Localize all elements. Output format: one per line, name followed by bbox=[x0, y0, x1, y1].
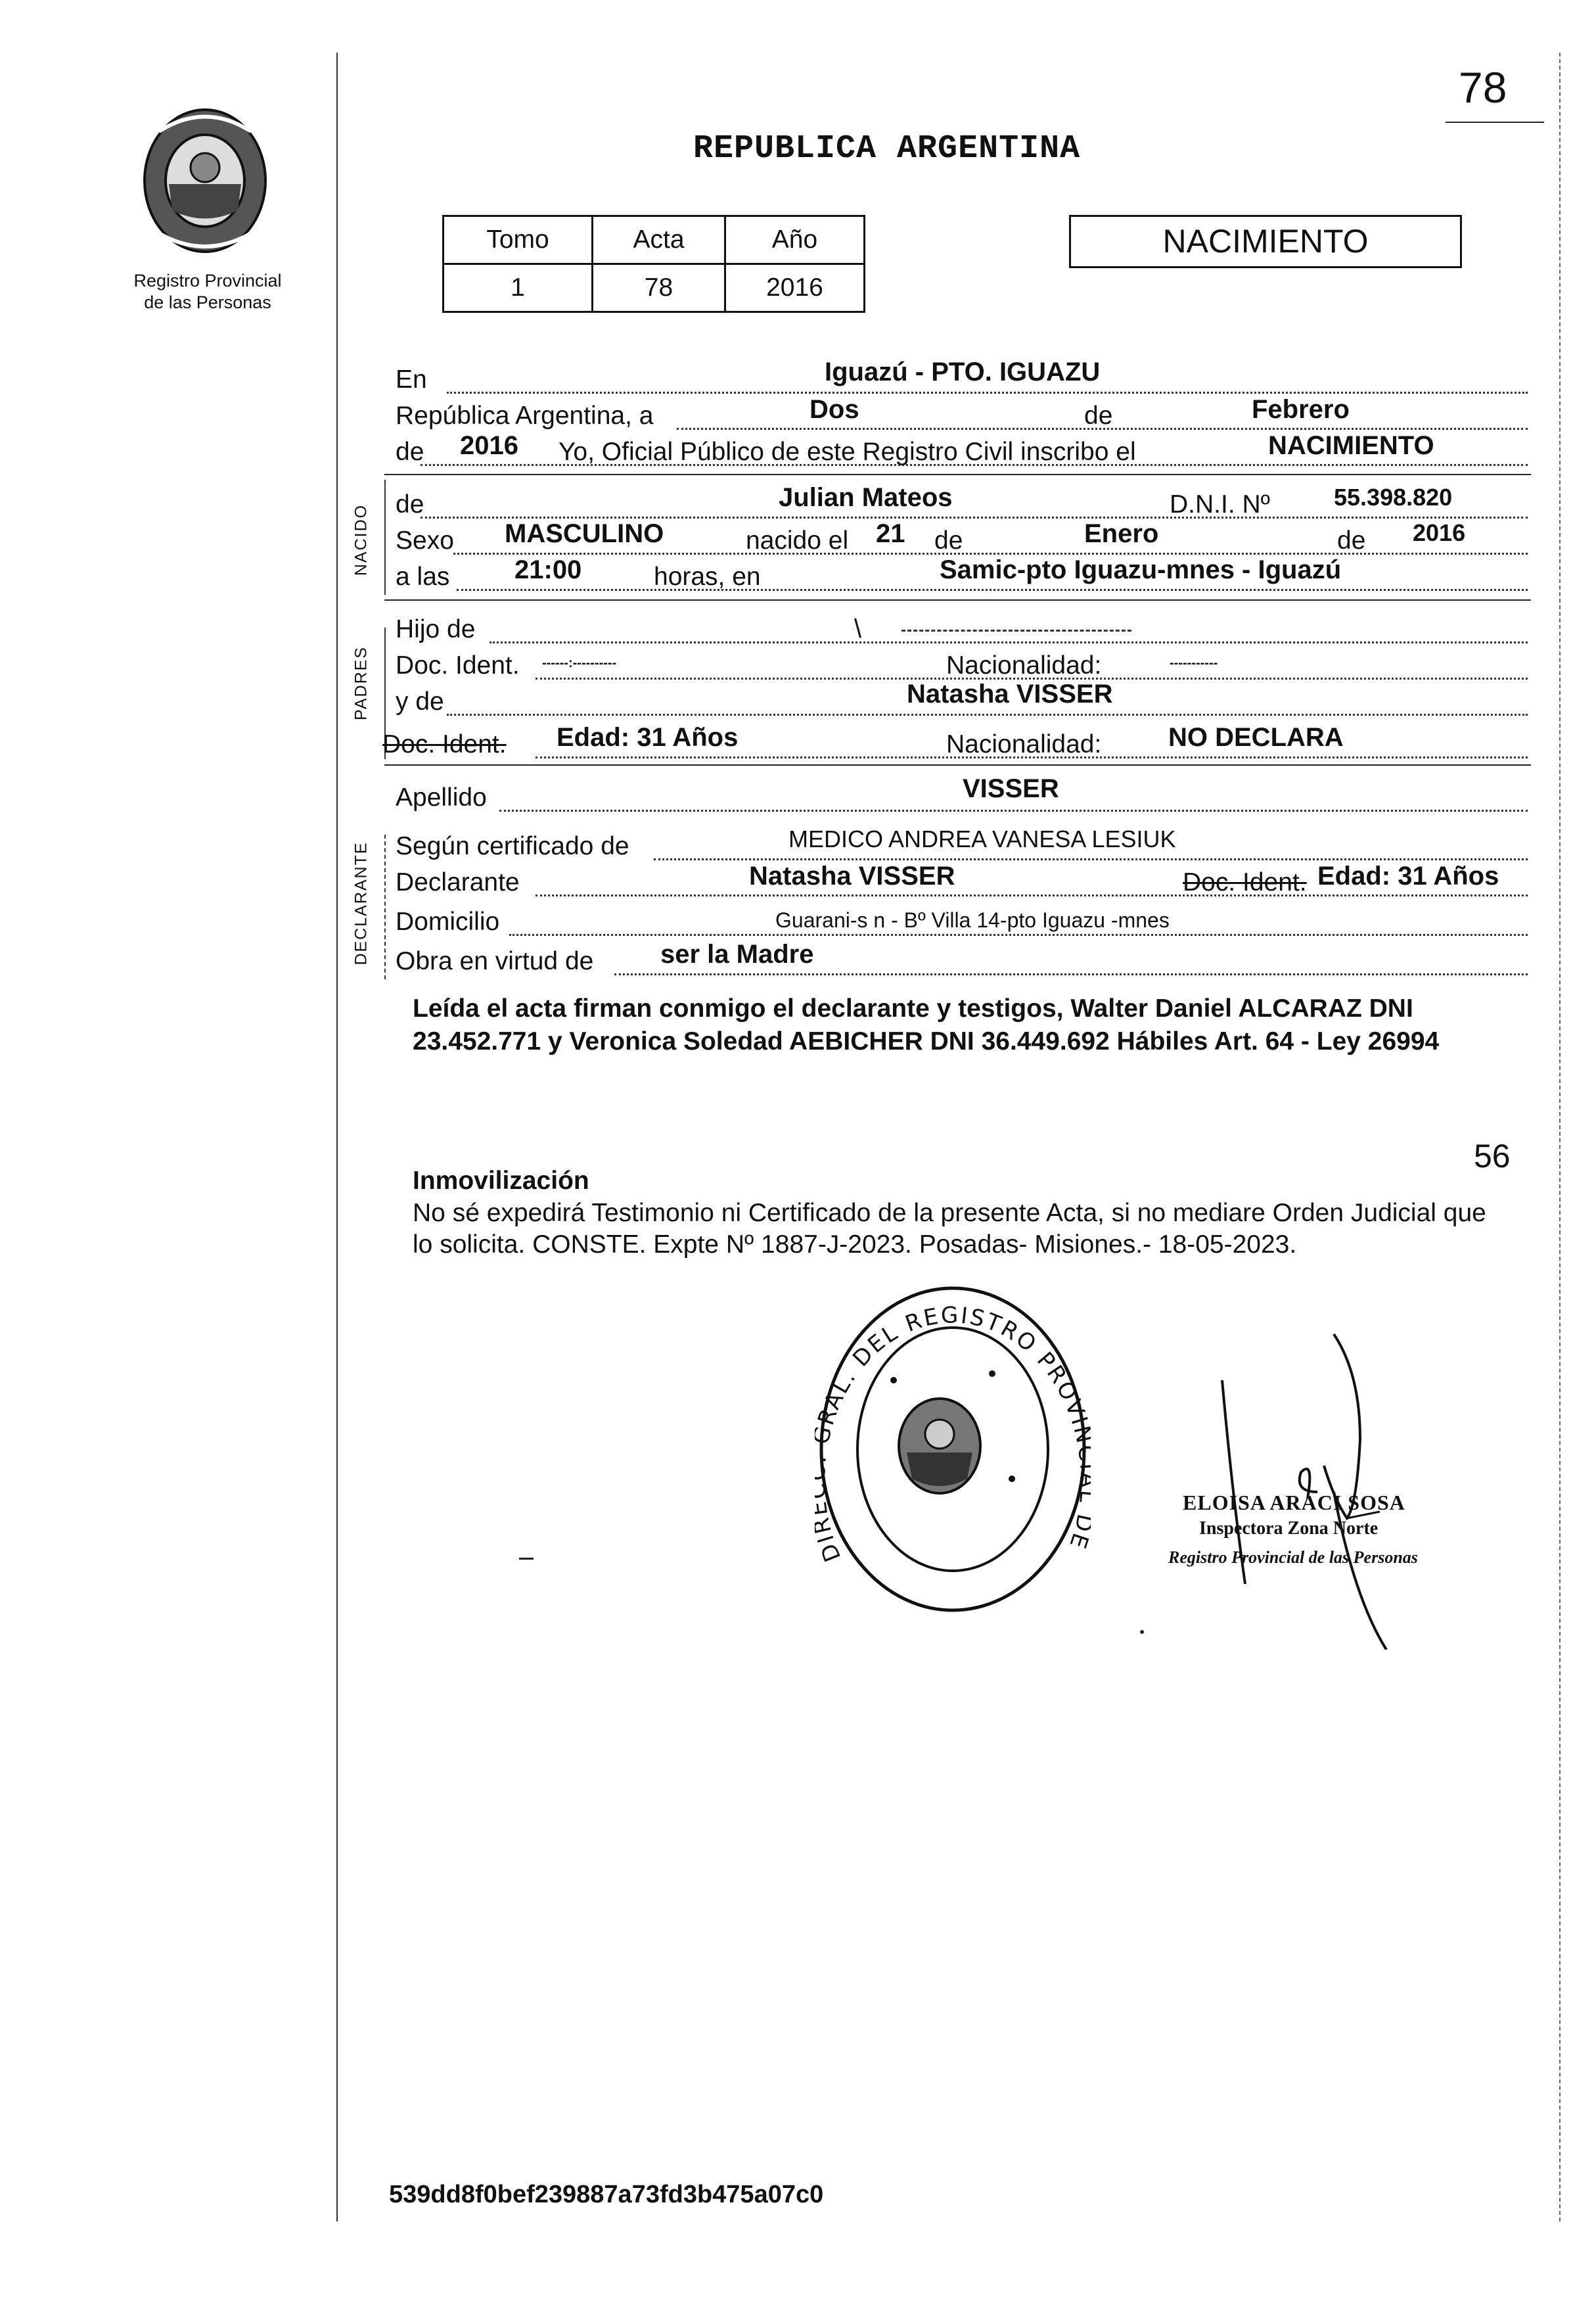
value-padre: \ bbox=[854, 615, 862, 643]
line-segun bbox=[654, 858, 1528, 860]
value-declarante-edad: Edad: 31 Años bbox=[1317, 862, 1499, 891]
signature-scribble bbox=[1183, 1321, 1485, 1650]
stamp-line-3: Registro Provincial de las Personas bbox=[1168, 1548, 1418, 1567]
value-nombre: Julian Mateos bbox=[779, 483, 953, 512]
section-rule-2 bbox=[384, 599, 1531, 601]
table-cell-acta: 78 bbox=[593, 264, 725, 312]
line-sexo bbox=[453, 553, 1528, 555]
record-type-label: NACIMIENTO bbox=[1162, 223, 1369, 260]
section-rule-1 bbox=[384, 474, 1531, 475]
label-de-nac-anio: de bbox=[1337, 526, 1366, 555]
value-nac-anio: 2016 bbox=[1413, 519, 1466, 546]
page-number: 78 bbox=[1459, 63, 1507, 112]
logo-caption-1: Registro Provincial bbox=[133, 271, 282, 291]
label-doc-2: Doc. Ident. bbox=[382, 730, 507, 758]
label-nacionalidad-1: Nacionalidad: bbox=[946, 651, 1102, 680]
side-label-nacido: NACIDO bbox=[352, 503, 371, 576]
label-en: En bbox=[396, 365, 427, 394]
label-de-nombre: de bbox=[396, 490, 424, 519]
label-y-de: y de bbox=[396, 687, 444, 716]
value-declarante: Natasha VISSER bbox=[749, 862, 955, 891]
logo-caption-2: de las Personas bbox=[144, 292, 271, 312]
inmovilizacion-title: Inmovilización bbox=[413, 1167, 589, 1195]
value-domicilio: Guarani-s n - Bº Villa 14-pto Iguazu -mnes bbox=[775, 908, 1170, 932]
bracket-nacido bbox=[384, 480, 386, 595]
document-hash: 539dd8f0bef239887a73fd3b475a07c0 bbox=[389, 2181, 824, 2208]
section-rule-3 bbox=[384, 764, 1531, 766]
page-title: REPUBLICA ARGENTINA bbox=[693, 130, 1081, 168]
label-horas: horas, en bbox=[654, 563, 761, 591]
value-madre: Natasha VISSER bbox=[907, 680, 1113, 709]
line-nombre bbox=[421, 517, 1528, 519]
label-segun: Según certificado de bbox=[396, 832, 629, 860]
official-seal bbox=[815, 1282, 1091, 1617]
bracket-declarante bbox=[384, 835, 386, 979]
line-hora bbox=[457, 589, 1528, 591]
line-declarante bbox=[536, 895, 1528, 896]
value-apellido: VISSER bbox=[963, 774, 1059, 803]
label-dni: D.N.I. Nº bbox=[1170, 490, 1270, 519]
value-lugar: Iguazú - PTO. IGUAZU bbox=[825, 358, 1101, 386]
label-apellido: Apellido bbox=[396, 783, 487, 812]
value-hora: 21:00 bbox=[514, 555, 582, 584]
stray-mark bbox=[519, 1558, 534, 1560]
label-de-nac-mes: de bbox=[934, 526, 963, 555]
label-yo: Yo, Oficial Público de este Registro Civil inscribo el bbox=[559, 438, 1136, 466]
label-republica: República Argentina, a bbox=[396, 402, 654, 430]
table-header-tomo: Tomo bbox=[444, 216, 593, 264]
value-padre-doc: ------:---------- bbox=[542, 656, 617, 670]
left-margin-line bbox=[336, 53, 338, 2221]
inmovilizacion-text: No sé expedirá Testimonio ni Certificado de la presente Acta, si no mediare Orden Judicial que lo solicita. CONSTE. Expte Nº 1887-J-2023. Posadas- Misiones.- 18-05-2023. bbox=[413, 1199, 1486, 1259]
inmovilizacion-number: 56 bbox=[1474, 1138, 1511, 1174]
label-nacionalidad-2: Nacionalidad: bbox=[946, 730, 1102, 758]
value-lugar-nac: Samic-pto Iguazu-mnes - Iguazú bbox=[940, 555, 1342, 584]
label-nacido: nacido el bbox=[746, 526, 849, 555]
label-hijo: Hijo de bbox=[396, 615, 476, 643]
signature-note: Leída el acta firman conmigo el declarante y testigos, Walter Daniel ALCARAZ DNI 23.452.771 y Veronica Soledad AEBICHER DNI 36.449.692 Hábiles Art. 64 - Ley 26994 bbox=[413, 994, 1440, 1056]
seal-ring-text: DI RAL. DEL REGISTRO PROVI E bbox=[815, 1302, 1091, 1566]
stamp-line-1: ELOISA ARACI SOSA bbox=[1183, 1491, 1405, 1514]
padre-blank-dash bbox=[901, 630, 1131, 632]
label-a-las: a las bbox=[396, 563, 450, 591]
label-declarante: Declarante bbox=[396, 868, 520, 896]
label-doc: Doc. Ident. bbox=[396, 651, 520, 680]
line-en bbox=[447, 392, 1528, 394]
side-label-declarante: DECLARANTE bbox=[352, 841, 371, 965]
province-logo bbox=[139, 105, 271, 256]
label-doc-3: Doc. Ident. bbox=[1183, 868, 1307, 896]
value-nac-dia: 21 bbox=[876, 519, 905, 548]
label-domicilio: Domicilio bbox=[396, 908, 500, 936]
side-label-padres: PADRES bbox=[352, 646, 371, 720]
right-margin-line bbox=[1559, 53, 1561, 2221]
value-sexo: MASCULINO bbox=[505, 519, 664, 548]
line-hijo bbox=[490, 641, 1528, 643]
value-anio: 2016 bbox=[460, 431, 518, 460]
record-type-box bbox=[1069, 215, 1462, 268]
value-dia: Dos bbox=[809, 395, 859, 424]
table-header-acta: Acta bbox=[593, 216, 725, 264]
line-obra bbox=[614, 973, 1528, 975]
value-obra: ser la Madre bbox=[660, 940, 814, 969]
line-yde bbox=[447, 714, 1528, 716]
table-header-anio: Año bbox=[725, 216, 865, 264]
stray-dot bbox=[1140, 1630, 1144, 1634]
label-obra: Obra en virtud de bbox=[396, 947, 594, 975]
value-padre-nac: ----------- bbox=[1170, 656, 1218, 670]
table-cell-tomo: 1 bbox=[444, 264, 593, 312]
value-certificado: MEDICO ANDREA VANESA LESIUK bbox=[788, 825, 1176, 852]
label-de-mes: de bbox=[1084, 402, 1113, 430]
stamp-line-2: Inspectora Zona Norte bbox=[1199, 1518, 1379, 1539]
line-apellido bbox=[499, 810, 1528, 812]
record-table bbox=[442, 215, 865, 313]
value-madre-edad: Edad: 31 Años bbox=[557, 723, 739, 752]
value-nac-mes: Enero bbox=[1084, 519, 1159, 548]
label-de-anio: de bbox=[396, 438, 424, 466]
value-acto: NACIMIENTO bbox=[1268, 431, 1434, 460]
page-number-rule bbox=[1446, 122, 1544, 123]
line-domicilio bbox=[509, 934, 1528, 936]
value-mes: Febrero bbox=[1252, 395, 1350, 424]
value-madre-nac: NO DECLARA bbox=[1168, 723, 1344, 752]
label-sexo: Sexo bbox=[396, 526, 454, 555]
value-dni: 55.398.820 bbox=[1334, 484, 1453, 511]
table-cell-anio: 2016 bbox=[725, 264, 865, 312]
